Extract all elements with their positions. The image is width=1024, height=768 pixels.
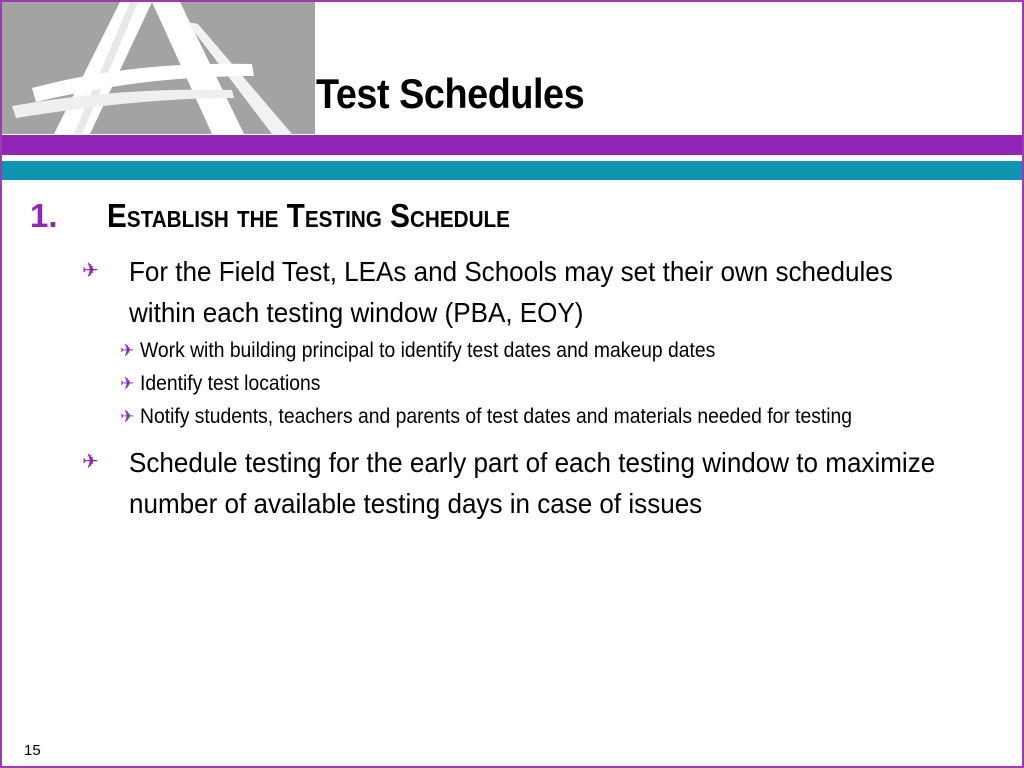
airplane-bullet-icon: ✈ [120, 407, 135, 426]
section-number: 1. [30, 197, 58, 234]
sub-list-item [120, 400, 914, 433]
airplane-bullet-icon: ✈ [120, 341, 135, 360]
sub-bullet-text: Identify test locations [140, 372, 321, 395]
header-divider-teal [2, 161, 1022, 180]
sub-list-item [120, 367, 336, 400]
sub-bullet-text: Work with building principal to identify test dates and makeup dates [140, 339, 716, 362]
section-heading: Establish the Testing Schedule [107, 197, 511, 234]
airplane-bullet-icon: ✈ [82, 451, 99, 473]
slide-title: Test Schedules [316, 70, 585, 117]
list-item [82, 442, 1009, 524]
airplane-bullet-icon: ✈ [120, 374, 135, 393]
brand-logo [2, 2, 315, 134]
bullet-text: For the Field Test, LEAs and Schools may set their own schedules within each testing window (PBA, EOY) [129, 256, 893, 328]
bullet-text: Schedule testing for the early part of each testing window to maximize number of available testing days in case of issues [129, 447, 936, 519]
airplane-bullet-icon: ✈ [82, 260, 99, 282]
letter-a-brushstroke-logo [2, 2, 315, 134]
list-item [82, 251, 1009, 333]
sub-list-item [120, 334, 765, 367]
header-divider-purple [2, 135, 1022, 155]
sub-bullet-text: Notify students, teachers and parents of test dates and materials needed for testing [140, 405, 853, 428]
page-number: 15 [24, 742, 41, 759]
